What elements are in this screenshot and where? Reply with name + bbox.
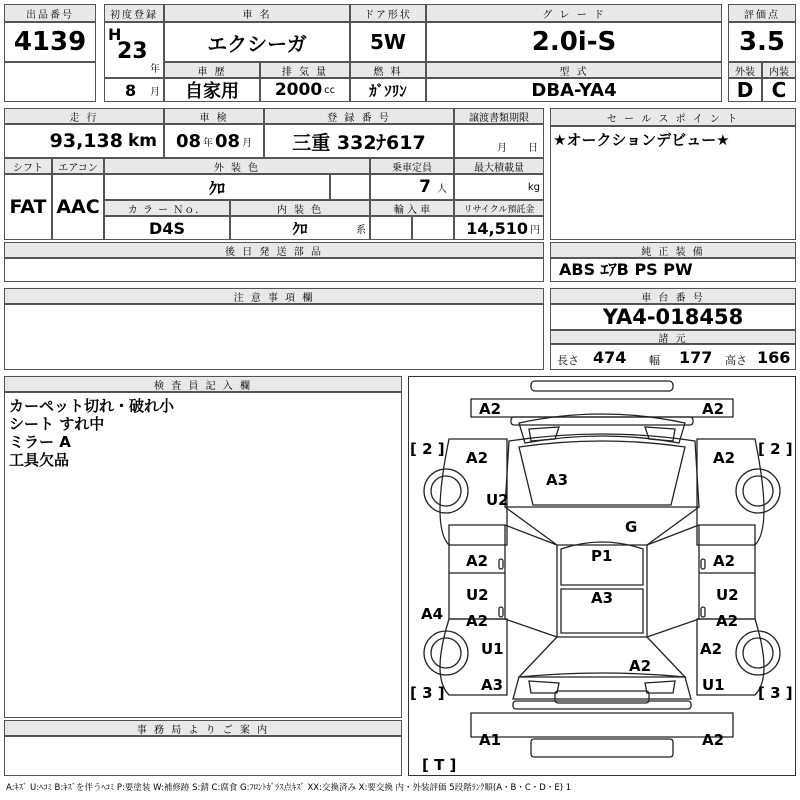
capacity-cell (370, 174, 454, 200)
history: 自家用 (164, 78, 260, 102)
transfer-cell (454, 124, 544, 158)
lot-no-blank (4, 62, 96, 102)
transfer-month-unit: 月 (497, 143, 507, 154)
damage-label: A2 (713, 552, 736, 570)
color-blank (330, 174, 370, 200)
mileage-unit: km (127, 131, 157, 151)
equipment-text: ABS ｴｱB PS PW (559, 260, 693, 279)
sales-point-box (550, 126, 796, 240)
first-reg-year: 23 (117, 39, 148, 64)
damage-label: U2 (486, 491, 509, 509)
mileage-cell (4, 124, 164, 158)
damage-label: A2 (700, 640, 723, 658)
equipment-label: 純 正 装 備 (550, 242, 796, 258)
displacement-cell (260, 78, 350, 102)
damage-label: U1 (702, 676, 725, 694)
damage-label: A3 (591, 589, 614, 607)
shift: FAT (4, 174, 52, 240)
first-reg-month-cell (104, 78, 164, 102)
recycle-label: リサイクル預託金 (454, 200, 544, 216)
max-load-cell (454, 174, 544, 200)
damage-label: G (625, 518, 638, 536)
interior-color-unit: 系 (356, 225, 366, 236)
import-cell-b (412, 216, 454, 240)
damage-label: A2 (702, 400, 725, 418)
displacement-unit: cc (324, 84, 336, 96)
damage-label: A2 (466, 449, 489, 467)
damage-label: A3 (546, 471, 569, 489)
transfer-day-unit: 日 (528, 143, 538, 154)
max-load-unit: kg (527, 181, 540, 193)
notes-box (4, 304, 544, 370)
door-label: ドア形状 (350, 4, 426, 22)
car-name: エクシーガ (164, 22, 350, 62)
inspection-year: 08 (175, 130, 201, 152)
capacity-unit: 人 (437, 183, 447, 195)
era: H (108, 25, 122, 44)
wheel-bracket: [ 2 ] (410, 440, 445, 458)
chassis-label: 車 台 番 号 (550, 288, 796, 304)
spec-box (550, 344, 796, 370)
wheel-bracket: [ 3 ] (758, 684, 793, 702)
color-no: D4S (104, 216, 230, 240)
exterior-color: ｸﾛ (104, 174, 330, 200)
inspector-label: 検 査 員 記 入 欄 (4, 376, 402, 392)
damage-label: A2 (702, 731, 725, 749)
inspector-line: 工具欠品 (9, 451, 70, 469)
spec-label: 諸 元 (550, 330, 796, 344)
height-label: 高さ (725, 354, 747, 367)
inspection-month-unit: 月 (242, 137, 253, 149)
damage-label: A2 (466, 552, 489, 570)
door-type: 5W (350, 22, 426, 62)
transfer-label: 譲渡書類期限 (454, 108, 544, 124)
width-label: 幅 (649, 354, 660, 367)
exterior-label: 外装 (728, 62, 762, 78)
import-label: 輸 入 車 (370, 200, 454, 216)
later-parts-label: 後 日 発 送 部 品 (4, 242, 544, 258)
color-no-label: カ ラ ー Ｎｏ． (104, 200, 230, 216)
office-label: 事 務 局 よ り ご 案 内 (4, 720, 402, 736)
chassis-number: YA4-018458 (550, 304, 796, 330)
history-label: 車 歴 (164, 62, 260, 78)
sales-point-label: セ ー ル ス ポ イ ン ト (550, 108, 796, 126)
damage-label: P1 (591, 547, 613, 565)
damage-label: A2 (713, 449, 736, 467)
length: 474 (593, 348, 627, 367)
displacement-label: 排 気 量 (260, 62, 350, 78)
grade: 2.0i-S (426, 22, 722, 62)
damage-label: A2 (716, 612, 739, 630)
car-name-label: 車 名 (164, 4, 350, 22)
damage-label: A2 (479, 400, 502, 418)
recycle-cell (454, 216, 544, 240)
first-reg-month: 8 (125, 81, 137, 100)
inspection-label: 車 検 (164, 108, 264, 124)
inspector-line: ミラー A (9, 433, 71, 451)
inspection-year-unit: 年 (203, 137, 213, 149)
inspector-line: シート すれ中 (9, 415, 105, 433)
exterior-grade: D (728, 78, 762, 102)
capacity-label: 乗車定員 (370, 158, 454, 174)
model: DBA-YA4 (426, 78, 722, 102)
model-label: 型 式 (426, 62, 722, 78)
inspector-line: カーペット切れ・破れ小 (9, 397, 175, 415)
damage-label: A4 (421, 605, 444, 623)
damage-label: U1 (481, 640, 504, 658)
office-box (4, 736, 402, 776)
first-reg-year-cell (104, 22, 164, 78)
year-unit: 年 (150, 64, 160, 75)
spare-tire-bracket: [ T ] (422, 756, 457, 774)
inspector-box (4, 392, 402, 718)
sales-point-text: ★オークションデビュー★ (553, 131, 730, 149)
month-unit: 月 (150, 87, 160, 98)
damage-label: A3 (481, 676, 504, 694)
score: 3.5 (728, 22, 796, 62)
car-diagram (408, 376, 796, 776)
equipment-box (550, 258, 796, 282)
damage-label: U2 (716, 586, 739, 604)
lot-no: 4139 (4, 22, 96, 62)
interior-grade: C (762, 78, 796, 102)
recycle-fee: 14,510 (466, 218, 528, 238)
plate-label: 登 録 番 号 (264, 108, 454, 124)
inspector-notes (9, 397, 174, 469)
capacity: 7 (419, 177, 431, 197)
length-label: 長さ (557, 354, 579, 367)
damage-legend: A:ｷｽﾞ U:ﾍｺﾐ B:ｷｽﾞを伴うﾍｺﾐ P:要塗装 W:補修跡 S:錆 C:腐食 G:ﾌﾛﾝﾄｶﾞﾗｽ点ｷｽﾞ XX:交換済み X:要交換 内・外装評価 5段階ﾗﾝｸ順(A・B・C・D・E) 1 (6, 783, 572, 793)
interior-color-cell (230, 216, 370, 240)
damage-label: A1 (479, 731, 502, 749)
inspection-month: 08 (215, 130, 241, 152)
interior-color: ｸﾛ (292, 219, 308, 238)
inspection-cell (164, 124, 264, 158)
width: 177 (679, 348, 713, 367)
fuel: ｶﾞｿﾘﾝ (350, 78, 426, 102)
ac: AAC (52, 174, 104, 240)
first-reg-label: 初度登録 (104, 4, 164, 22)
interior-color-label: 内 装 色 (230, 200, 370, 216)
recycle-unit: 円 (530, 224, 540, 236)
damage-label: A2 (629, 657, 652, 675)
import-cell-a (370, 216, 412, 240)
max-load-label: 最大積載量 (454, 158, 544, 174)
mileage: 93,138 (49, 130, 123, 152)
ac-label: エアコン (52, 158, 104, 174)
plate-number: 三重 332ﾅ617 (264, 124, 454, 158)
displacement: 2000 (274, 80, 323, 100)
fuel-label: 燃 料 (350, 62, 426, 78)
wheel-bracket: [ 3 ] (410, 684, 445, 702)
interior-label: 内装 (762, 62, 796, 78)
later-parts-box (4, 258, 544, 282)
damage-label: A2 (466, 612, 489, 630)
lot-no-label: 出品番号 (4, 4, 96, 22)
mileage-label: 走 行 (4, 108, 164, 124)
damage-label: U2 (466, 586, 489, 604)
notes-label: 注 意 事 項 欄 (4, 288, 544, 304)
score-label: 評価点 (728, 4, 796, 22)
height: 166 (757, 348, 791, 367)
shift-label: シフト (4, 158, 52, 174)
wheel-bracket: [ 2 ] (758, 440, 793, 458)
grade-label: グ レ ー ド (426, 4, 722, 22)
car-outline (409, 377, 795, 775)
color-label: 外 装 色 (104, 158, 370, 174)
